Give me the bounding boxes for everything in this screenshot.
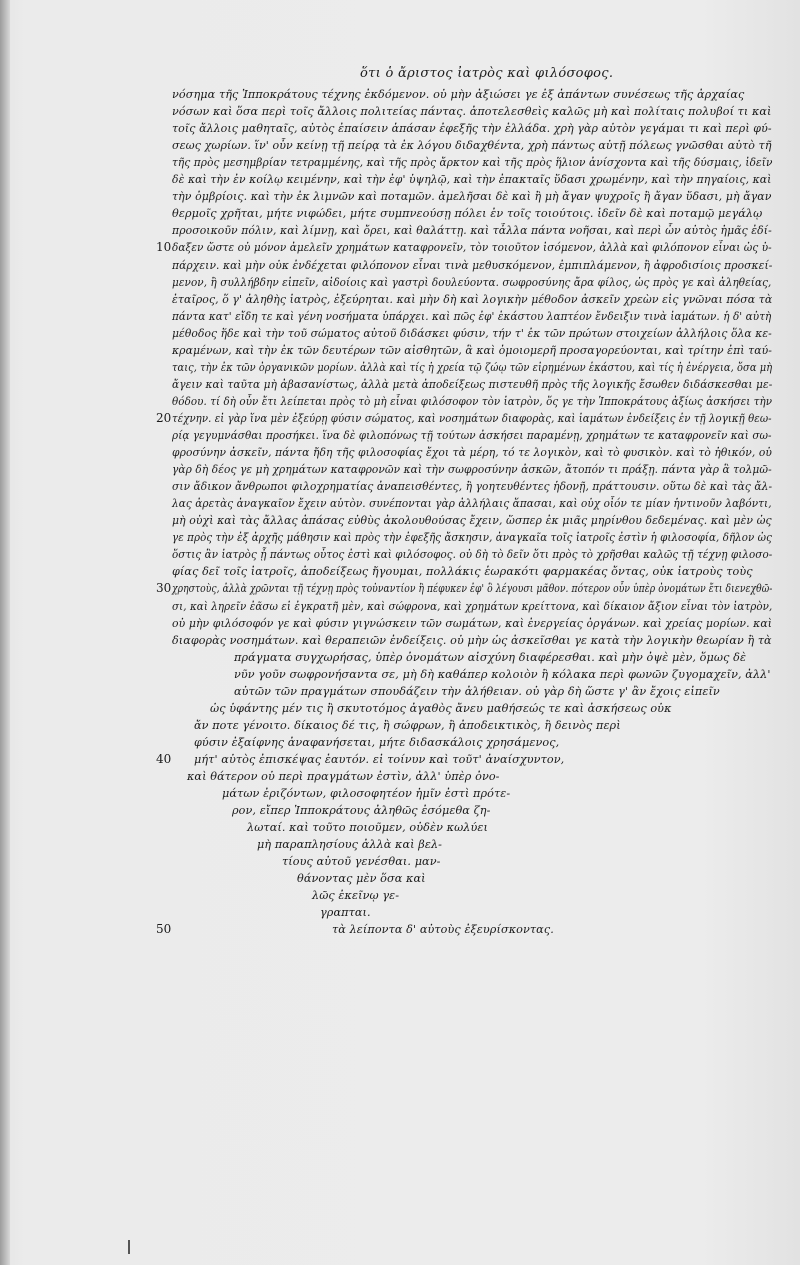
text-line: νόσων καὶ ὅσα περὶ τοῖς ἄλλοις πολιτείας πάντας. ἀποτελεσθεὶς καλῶς μὴ καὶ πολίταις πολυβοί τι καὶ bbox=[172, 105, 772, 119]
text-line: μὴ οὐχὶ καὶ τὰς ἄλλας ἁπάσας εὐθὺς ἀκολουθούσας ἔχειν, ὥσπερ ἐκ μιᾶς μηρίνθου δεδεμένας. καὶ μὲν ὡς bbox=[172, 514, 772, 528]
line-number: 20 bbox=[156, 410, 172, 425]
text-line: γε πρὸς τὴν ἐξ ἀρχῆς μάθησιν καὶ πρὸς τὴν ἐφεξῆς ἄσκησιν, ἀναγκαῖα τοῖς ἰατροῖς ἐστὶν ἡ φιλοσοφία, δῆλον ὡς bbox=[172, 531, 772, 545]
text-line: ρίᾳ γεγυμνάσθαι προσήκει. ἵνα δὲ φιλοπόνως τῇ τούτων ἀσκήσει παραμένῃ, χρημάτων τε καταφρονεῖν καὶ σω- bbox=[172, 429, 772, 442]
line-number: 30 bbox=[156, 581, 172, 596]
text-line: τὴν ὀμβρίοις. καὶ τὴν ἐκ λιμνῶν καὶ ποταμῶν. ἀμελῆσαι δὲ καὶ ἢ μὴ ἄγαν ψυχροῖς ἢ ἄγαν ὕδασι, μὴ ἄγαν bbox=[172, 190, 772, 204]
text-line: λωταί. καὶ τοῦτο ποιοῦμεν, οὐδὲν κωλύει bbox=[247, 821, 488, 835]
text-line: γραπται. bbox=[320, 906, 371, 920]
text-line: φίας δεῖ τοῖς ἰατροῖς, ἀποδείξεως ἤγουμαι, πολλάκις ἑωρακότι φαρμακέας ὄντας, οὐκ ἰατροὺς τοὺς bbox=[172, 565, 753, 579]
text-line: πράγματα συγχωρήσας, ὑπὲρ ὀνομάτων αἰσχύνη διαφέρεσθαι. καὶ μὴν ὀψὲ μὲν, ὅμως δὲ bbox=[234, 650, 747, 664]
text-line: θόδου. τί δὴ οὖν ἔτι λείπεται πρὸς τὸ μὴ εἶναι φιλόσοφον τὸν ἰατρὸν, ὅς γε τὴν Ἱπποκράτους ἀξίως ἀσκήσει τὴν bbox=[172, 394, 773, 408]
page-header: ὅτι ὁ ἄριστος ἰατρὸς καὶ φιλόσοφος. bbox=[360, 66, 614, 81]
text-line: φροσύνην ἀσκεῖν, πάντα ἤδη τῆς φιλοσοφίας ἔχοι τὰ μέρη, τό τε λογικὸν, καὶ τὸ φυσικὸν. καὶ τὸ ἠθικόν, οὐ bbox=[172, 446, 773, 460]
text-line: δὲ καὶ τὴν ἐν κοίλῳ κειμένην, καὶ τὴν ἐφ' ὑψηλῷ, καὶ τὴν ἐπακταῖς ὕδασι χρωμένην, καὶ τὴν πηγαίοις, καὶ bbox=[172, 173, 772, 187]
text-line: τίους αὐτοῦ γενέσθαι. μαν- bbox=[282, 855, 441, 869]
text-line: σιν ἄδικον ἄνθρωποι φιλοχρηματίας ἀναπεισθέντες, ἢ γοητευθέντες ἡδονῇ, πράττουσιν. οὕτω δὲ καὶ τὰς ἄλ- bbox=[172, 480, 773, 494]
line-number: 40 bbox=[156, 751, 172, 766]
line-number: 10 bbox=[156, 240, 172, 255]
text-line: σι, καὶ ληρεῖν ἐᾶσω εἰ ἐγκρατῆ μὲν, καὶ σώφρονα, καὶ χρημάτων κρείττονα, καὶ δίκαιον ἄξιον εἶναι τὸν ἰατρὸν, bbox=[172, 599, 773, 613]
text-line: τέχνην. εἰ γὰρ ἵνα μὲν ἐξεύρῃ φύσιν σώματος, καὶ νοσημάτων διαφορὰς, καὶ ἰαμάτων ἐνδείξεις ἐν τῇ λογικῇ θεω- bbox=[172, 411, 772, 425]
text-line: ἄγειν καὶ ταῦτα μὴ ἀβασανίστως, ἀλλὰ μετὰ ἀποδείξεως πιστευθῆ πρὸς τῆς λογικῆς ἔσωθεν διδάσκεσθαι με- bbox=[172, 377, 773, 391]
text-line: τῆς πρὸς μεσημβρίαν τετραμμένης, καὶ τῆς πρὸς ἄρκτον καὶ τῆς πρὸς ἥλιον ἀνίσχοντα καὶ τῆς δύσμαις, ἰδεῖν bbox=[172, 156, 773, 170]
page-mark bbox=[128, 1240, 130, 1254]
text-line: τὰ λείποντα δ' αὐτοὺς ἐξευρίσκοντας. bbox=[332, 923, 554, 937]
text-line: χρηστοὺς, ἀλλὰ χρῶνται τῇ τέχνῃ πρὸς τοὐναντίον ἢ πέφυκεν ἐφ' ὃ λέγουσι μᾶθον. πότερον οὖν ὑπὲρ ὀνομάτων ἔτι διενεχθῶ- bbox=[172, 582, 773, 596]
page-gutter bbox=[0, 0, 10, 1265]
line-number: 50 bbox=[156, 922, 172, 937]
text-line: φύσιν ἐξαίφνης ἀναφανήσεται, μήτε διδασκάλοις χρησάμενος, bbox=[194, 735, 560, 749]
text-line: σεως χωρίων. ἵν' οὖν κείνῃ τῇ πείρᾳ τὰ ἐκ λόγου διδαχθέντα, χρὴ πάντως αὐτῇ πόλεως γνῶσθαι αὐτὸ τῆ bbox=[172, 139, 772, 153]
text-line: δαξεν ὥστε οὐ μόνον ἀμελεῖν χρημάτων καταφρονεῖν, τὸν τοιοῦτον ἰσόμενον, ἀλλὰ καὶ φιλόπονον εἶναι ὡς ὑ- bbox=[172, 241, 772, 255]
text-line: μέθοδος ἥδε καὶ τὴν τοῦ σώματος αὐτοῦ διδάσκει φύσιν, τήν τ' ἐκ τῶν πρώτων στοιχείων ἀλλήλοις ὅλα κε- bbox=[172, 326, 772, 340]
text-line: μήτ' αὐτὸς ἐπισκέψας ἑαυτόν. εἰ τοίνυν καὶ τοῦτ' ἀναίσχυντον, bbox=[194, 752, 565, 766]
text-line: αὐτῶν τῶν πραγμάτων σπουδάζειν τὴν ἀλήθειαν. οὐ γὰρ δὴ ὥστε γ' ἂν ἔχοις εἰπεῖν bbox=[234, 684, 720, 698]
text-line: ταις, τὴν ἐκ τῶν ὀργανικῶν μορίων. ἀλλὰ καὶ τίς ἡ χρεία τῷ ζώῳ τῶν εἰρημένων ἑκάστου, καὶ τίς ἡ ἐνέργεια, ὅσα μὴ bbox=[172, 360, 773, 374]
text-line: πάντα κατ' εἴδη τε καὶ γένη νοσήματα ὑπάρχει. καὶ πῶς ἐφ' ἑκάστου λαπτέον ἔνδειξιν τινὰ ἰαμάτων. ἡ δ' αὐτὴ bbox=[172, 309, 772, 323]
text-line: μενον, ἢ συλλήβδην εἰπεῖν, αἰδοίοις καὶ γαστρὶ δουλεύοντα. σωφροσύνης ἄρα φίλος, ὡς πρὸς γε καὶ ἀληθείας, bbox=[172, 275, 772, 289]
text-line: καὶ θάτερον οὐ περὶ πραγμάτων ἐστὶν, ἀλλ' ὑπὲρ ὀνο- bbox=[187, 770, 500, 783]
text-line: οὐ μὴν φιλόσοφόν γε καὶ φύσιν γιγνώσκειν τῶν σωμάτων, καὶ ἐνεργείας ὀργάνων. καὶ χρείας μορίων. καὶ bbox=[172, 616, 773, 630]
text-line: λας ἀρετὰς ἀναγκαῖον ἔχειν αὐτὸν. συνέπονται γὰρ ἀλλήλαις ἅπασαι, καὶ οὐχ οἷόν τε μίαν ἡντινοῦν λαβόντι, bbox=[172, 497, 772, 511]
text-line: πάρχειν. καὶ μὴν οὐκ ἐνδέχεται φιλόπονον εἶναι τινὰ μεθυσκόμενον, ἐμπιπλάμενον, ἢ ἀφροδισίοις προσκεί- bbox=[172, 258, 773, 272]
text-line: λῶς ἐκεῖνῳ γε- bbox=[312, 889, 400, 903]
text-line: κραμένων, καὶ τὴν ἐκ τῶν δευτέρων τῶν αἰσθητῶν, ἃ καὶ ὁμοιομερῆ προσαγορεύονται, καὶ τρίτην ἐπὶ ταύ- bbox=[172, 343, 773, 357]
text-line: προσοικοῦν πόλιν, καὶ λίμνῃ, καὶ ὄρει, καὶ θαλάττῃ. καὶ τἆλλα πάντα νοῆσαι, καὶ περὶ ὧν αὐτὸς ἡμᾶς ἐδί- bbox=[172, 224, 772, 238]
text-line: ρον, εἴπερ Ἱπποκράτους ἀληθῶς ἐσόμεθα ζη- bbox=[232, 804, 491, 818]
text-line: μάτων ἐριζόντων, φιλοσοφητέον ἡμῖν ἐστὶ πρότε- bbox=[222, 787, 511, 801]
text-line: τοῖς ἄλλοις μαθηταῖς, αὐτὸς ἐπαίσειν ἁπάσαν ἐφεξῆς τὴν ἑλλάδα. χρὴ γὰρ αὐτὸν γεγάμαι τι καὶ περὶ φύ- bbox=[172, 122, 772, 136]
text-line: ἄν ποτε γένοιτο. δίκαιος δέ τις, ἢ σώφρων, ἢ ἀποδεικτικὸς, ἢ δεινὸς περὶ bbox=[194, 718, 621, 732]
text-line: νόσημα τῆς Ἱπποκράτους τέχνης ἐκδόμενον. οὐ μὴν ἀξιώσει γε ἐξ ἁπάντων συνέσεως τῆς ἀρχαίας bbox=[172, 88, 745, 101]
text-line: μὴ παραπλησίους ἀλλὰ καὶ βελ- bbox=[257, 838, 443, 852]
text-line: νῦν γοῦν σωφρονήσαντα σε, μὴ δὴ καθάπερ κολοιὸν ἢ κόλακα περὶ φωνῶν ζυγομαχεῖν, ἀλλ' bbox=[234, 667, 771, 681]
text-line: ὡς ὑφάντης μέν τις ἢ σκυτοτόμος ἀγαθὸς ἄνευ μαθήσεώς τε καὶ ἀσκήσεως οὐκ bbox=[210, 701, 672, 715]
text-line: θάνοντας μὲν ὅσα καὶ bbox=[297, 872, 426, 886]
text-line: ὅστις ἂν ἰατρὸς ᾖ πάντως οὗτος ἐστὶ καὶ φιλόσοφος. οὐ δὴ τὸ δεῖν ὅτι πρὸς τὸ χρῆσθαι καλῶς τῇ τέχνῃ φιλοσο- bbox=[172, 548, 773, 562]
text-line: γὰρ δὴ δέος γε μὴ χρημάτων καταφρονῶν καὶ τὴν σωφροσύνην ἀσκῶν, ἄτοπόν τι πράξῃ. πάντα γὰρ ἃ τολμῶ- bbox=[172, 463, 772, 477]
text-line: διαφορὰς νοσημάτων. καὶ θεραπειῶν ἐνδείξεις. οὐ μὴν ὡς ἀσκεῖσθαι γε κατὰ τὴν λογικὴν θεωρίαν ἢ τὰ bbox=[172, 633, 772, 647]
text-line: θερμοῖς χρῆται, μήτε νιφώδει, μήτε συμπνεούσῃ πόλει ἐν τοῖς τοιούτοις. ἰδεῖν δὲ καὶ ποταμῷ μεγάλῳ bbox=[172, 207, 763, 221]
text-line: ἑταῖρος, ὅ γ' ἀληθὴς ἰατρὸς, ἐξεύρηται. καὶ μὴν δὴ καὶ λογικὴν μέθοδον ἀσκεῖν χρεὼν εἰς γνῶναι πόσα τὰ bbox=[172, 292, 773, 306]
